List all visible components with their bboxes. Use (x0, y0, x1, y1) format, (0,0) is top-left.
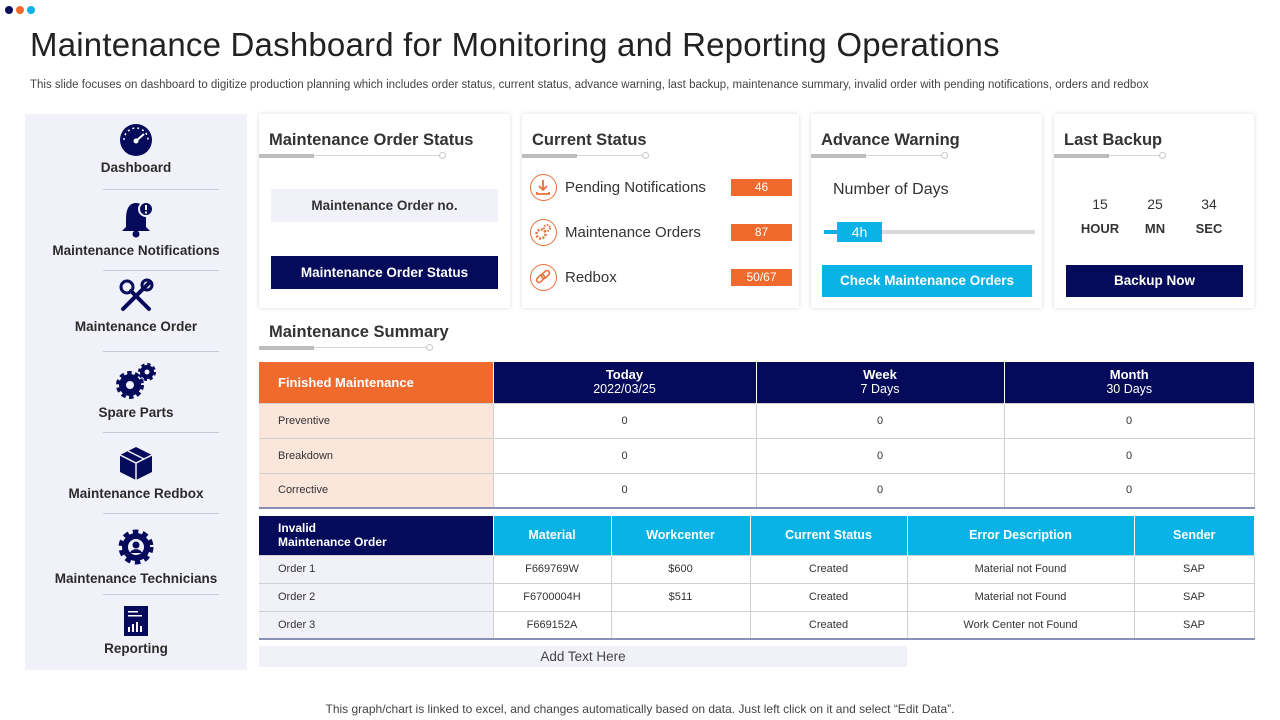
table-row (259, 583, 1254, 611)
brand-dots (5, 6, 35, 14)
table-cell: SAP (1134, 583, 1254, 611)
row-label: Order 1 (259, 555, 493, 583)
row-label: Breakdown (259, 438, 493, 473)
column-header: Workcenter (611, 516, 750, 555)
table-cell: Material not Found (907, 583, 1134, 611)
hour-label: HOUR (1080, 221, 1120, 236)
maintenance-orders-row[interactable] (530, 219, 792, 247)
bell-alert-icon (116, 199, 156, 239)
hour-counter (1080, 196, 1120, 236)
minute-value: 25 (1147, 196, 1163, 212)
page-subtitle: This slide focuses on dashboard to digitize production planning which includes order status, current status, advance warning, last backup, maintenance summary, invalid order with pending notifications, orders and redbox (30, 79, 1149, 91)
link-icon (530, 264, 557, 291)
column-header: Current Status (750, 516, 907, 555)
sidebar-item-maintenance-technicians[interactable] (25, 527, 247, 586)
hour-value: 15 (1092, 196, 1108, 212)
report-icon (123, 605, 149, 637)
column-header: Material (493, 516, 611, 555)
backup-now-button[interactable]: Backup Now (1066, 265, 1243, 297)
corner-header: Invalid Maintenance Order (259, 516, 493, 555)
sidebar (25, 114, 247, 670)
sidebar-divider (103, 594, 219, 595)
sidebar-item-label: Maintenance Technicians (54, 571, 218, 586)
maintenance-summary-table (259, 362, 1255, 509)
row-label: Order 2 (259, 583, 493, 611)
pending-notifications-row[interactable] (530, 174, 792, 202)
last-backup-card (1054, 114, 1254, 308)
table-cell: 0 (756, 438, 1004, 473)
card-title: Advance Warning (821, 131, 960, 149)
table-header-row (259, 362, 1254, 403)
card-title: Last Backup (1064, 131, 1163, 149)
table-row (259, 555, 1254, 583)
tools-icon (117, 277, 155, 315)
sidebar-item-label: Spare Parts (98, 405, 174, 420)
sidebar-item-label: Maintenance Order (74, 319, 198, 334)
table-header-row (259, 516, 1254, 555)
second-counter (1189, 196, 1229, 236)
redbox-row[interactable] (530, 264, 792, 292)
title-underline (259, 153, 459, 159)
row-label: Order 3 (259, 611, 493, 639)
advance-warning-card (811, 114, 1042, 308)
second-label: SEC (1195, 221, 1223, 236)
box-icon (117, 444, 155, 482)
page-title: Maintenance Dashboard for Monitoring and Reporting Operations (30, 26, 1000, 63)
dot-cyan (27, 6, 35, 14)
status-badge: 46 (731, 179, 792, 196)
table-cell: $511 (611, 583, 750, 611)
gears-icon (530, 219, 557, 246)
days-slider[interactable] (824, 222, 1035, 242)
add-text-placeholder[interactable]: Add Text Here (259, 646, 907, 667)
card-title: Current Status (532, 131, 647, 149)
gears-icon (112, 361, 160, 401)
second-value: 34 (1201, 196, 1217, 212)
corner-header: Finished Maintenance (259, 362, 493, 403)
title-underline (522, 153, 662, 159)
table-cell: F669152A (493, 611, 611, 639)
minute-label: MN (1144, 221, 1166, 236)
sidebar-item-maintenance-notifications[interactable] (25, 199, 247, 258)
table-cell: SAP (1134, 555, 1254, 583)
summary-underline (259, 345, 444, 351)
sidebar-item-maintenance-redbox[interactable] (25, 444, 247, 501)
sidebar-item-dashboard[interactable] (25, 122, 247, 175)
sidebar-item-label: Reporting (104, 641, 168, 656)
table-cell: 0 (493, 438, 756, 473)
table-cell: SAP (1134, 611, 1254, 639)
table-cell (611, 611, 750, 639)
sidebar-item-label: Dashboard (100, 160, 172, 175)
table-row (259, 611, 1254, 639)
column-header: Sender (1134, 516, 1254, 555)
table-row (259, 473, 1254, 508)
row-label: Preventive (259, 403, 493, 438)
table-cell: Created (750, 583, 907, 611)
current-status-card (522, 114, 799, 308)
title-underline (1054, 153, 1174, 159)
table-cell: 0 (493, 473, 756, 508)
sidebar-item-spare-parts[interactable] (25, 361, 247, 420)
row-label: Pending Notifications (565, 179, 706, 196)
table-row (259, 403, 1254, 438)
row-label: Corrective (259, 473, 493, 508)
sidebar-item-label: Maintenance Notifications (52, 243, 220, 258)
column-header: Week 7 Days (756, 362, 1004, 403)
technician-gear-icon (116, 527, 156, 567)
sidebar-item-label: Maintenance Redbox (68, 486, 204, 501)
row-label: Maintenance Orders (565, 224, 701, 241)
status-badge: 50/67 (731, 269, 792, 286)
sidebar-item-maintenance-order[interactable] (25, 277, 247, 334)
summary-title: Maintenance Summary (269, 323, 449, 341)
slider-thumb[interactable]: 4h (837, 222, 882, 242)
table-cell: 0 (756, 403, 1004, 438)
column-header: Error Description (907, 516, 1134, 555)
table-cell: Work Center not Found (907, 611, 1134, 639)
order-number-field[interactable]: Maintenance Order no. (271, 189, 498, 222)
check-orders-button[interactable]: Check Maintenance Orders (822, 265, 1032, 297)
sidebar-divider (103, 270, 219, 271)
table-cell: Material not Found (907, 555, 1134, 583)
dot-navy (5, 6, 13, 14)
column-header: Today 2022/03/25 (493, 362, 756, 403)
minute-counter (1135, 196, 1175, 236)
sidebar-item-reporting[interactable] (25, 605, 247, 656)
title-underline (811, 153, 961, 159)
table-cell: $600 (611, 555, 750, 583)
days-label: Number of Days (833, 181, 949, 198)
download-icon (530, 174, 557, 201)
invalid-order-table (259, 516, 1255, 640)
table-cell: 0 (1004, 403, 1254, 438)
table-row (259, 438, 1254, 473)
sidebar-divider (103, 513, 219, 514)
speedometer-icon (116, 122, 156, 156)
order-status-button[interactable]: Maintenance Order Status (271, 256, 498, 289)
sidebar-divider (103, 189, 219, 190)
table-cell: F669769W (493, 555, 611, 583)
footer-note: This graph/chart is linked to excel, and changes automatically based on data. Just left click on it and select “Edit Data”. (325, 702, 955, 716)
sidebar-divider (103, 432, 219, 433)
table-cell: 0 (1004, 473, 1254, 508)
table-cell: 0 (493, 403, 756, 438)
card-title: Maintenance Order Status (269, 131, 474, 149)
row-label: Redbox (565, 269, 617, 286)
table-cell: F6700004H (493, 583, 611, 611)
table-cell: 0 (756, 473, 1004, 508)
table-cell: 0 (1004, 438, 1254, 473)
order-status-card (259, 114, 510, 308)
table-cell: Created (750, 555, 907, 583)
sidebar-divider (103, 351, 219, 352)
status-badge: 87 (731, 224, 792, 241)
table-cell: Created (750, 611, 907, 639)
dot-orange (16, 6, 24, 14)
column-header: Month 30 Days (1004, 362, 1254, 403)
